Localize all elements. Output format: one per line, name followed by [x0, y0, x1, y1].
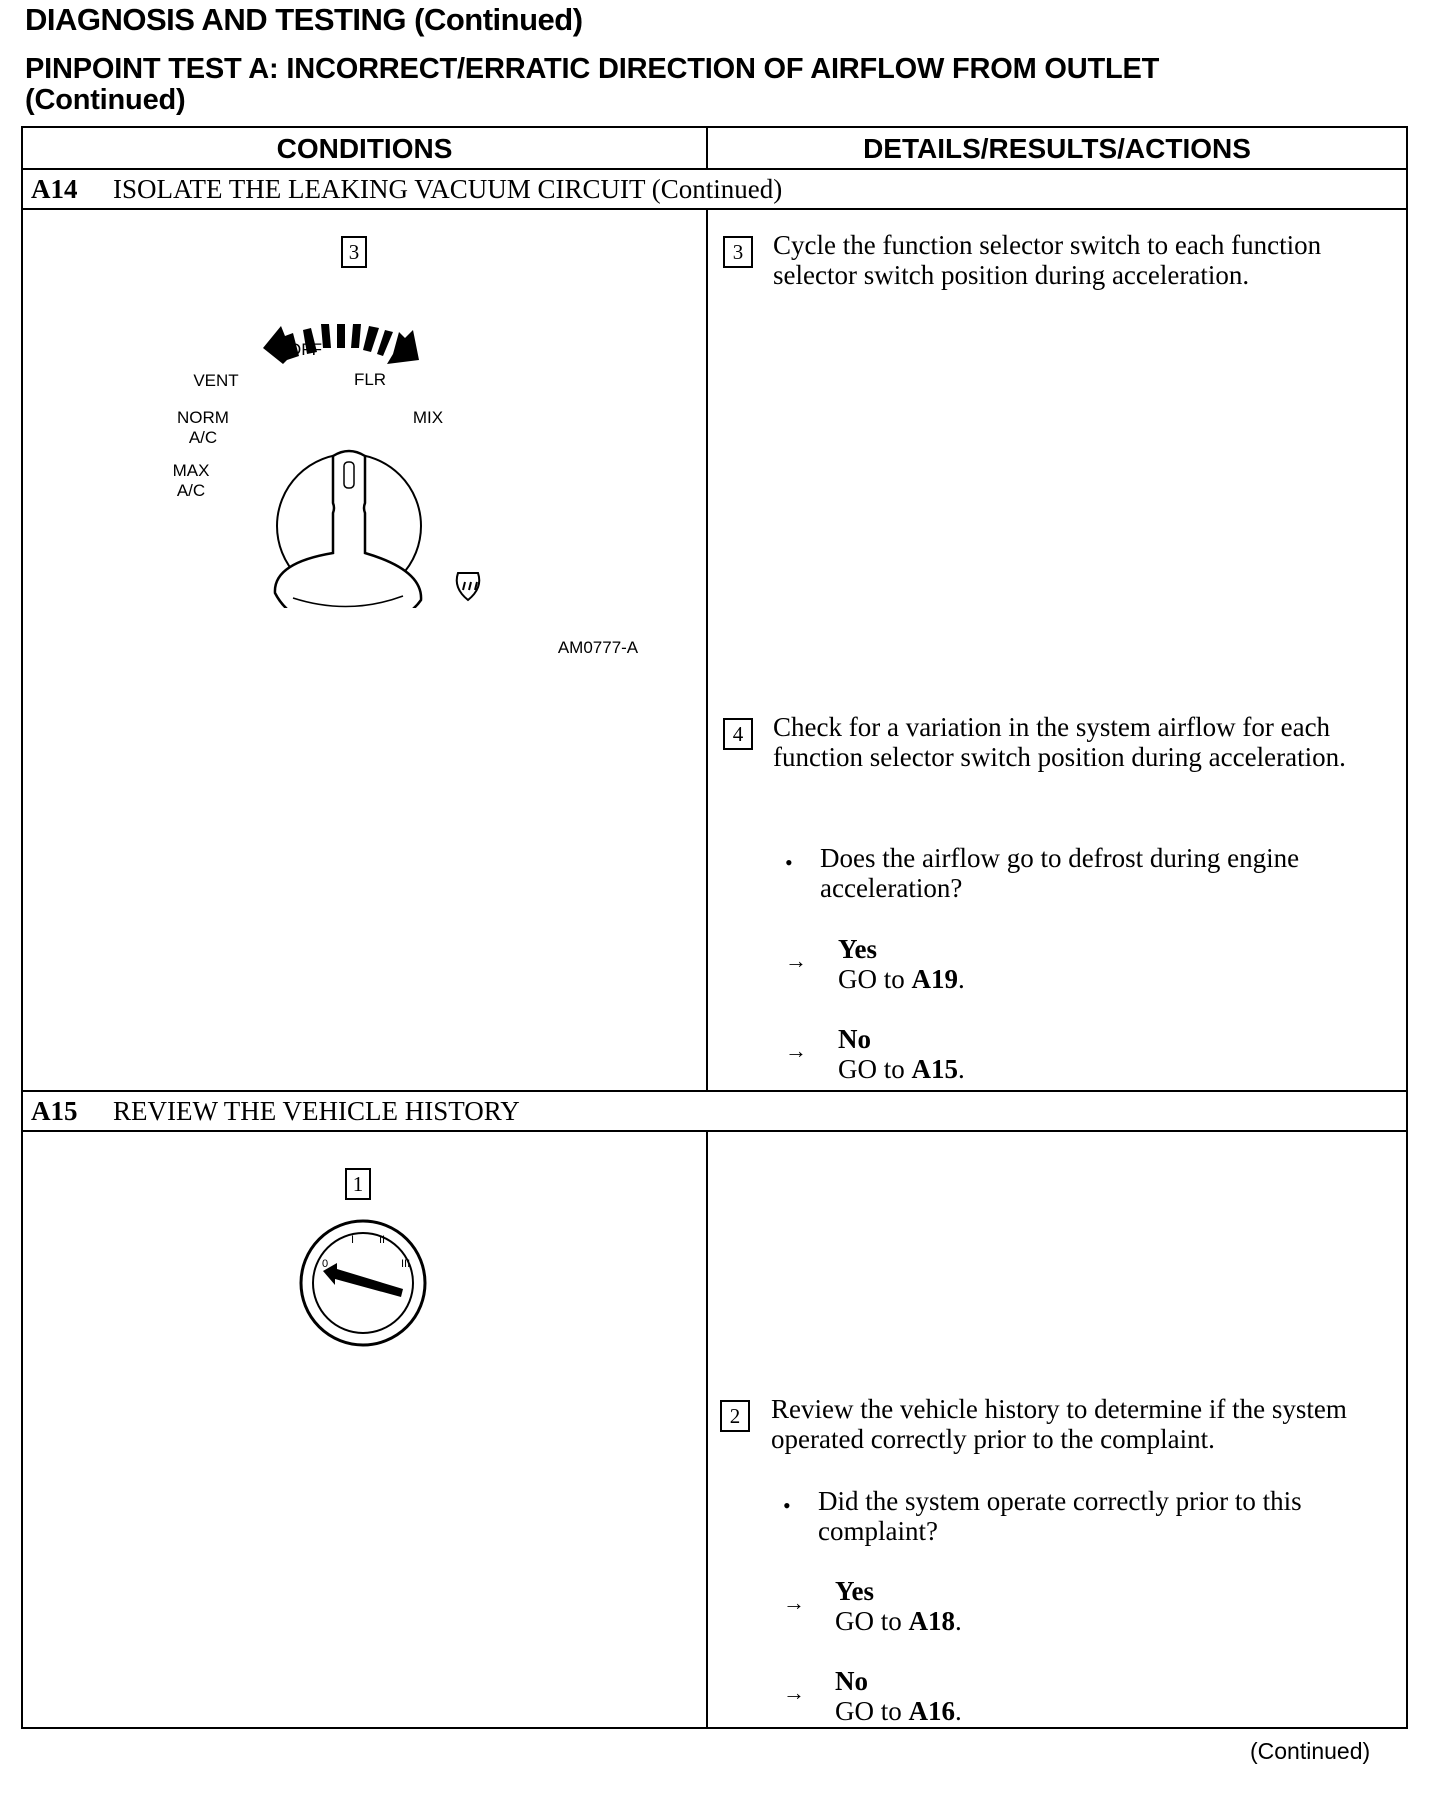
flr-label: FLR: [353, 370, 387, 389]
conditions-column-header: CONDITIONS: [276, 133, 453, 164]
dial-label-2: II: [379, 1234, 386, 1246]
divider: [706, 1130, 708, 1727]
step-title: REVIEW THE VEHICLE HISTORY: [113, 1096, 520, 1126]
bullet: •: [785, 850, 793, 875]
pinpoint-test-table: [21, 126, 1408, 1729]
off-label: OFF: [288, 340, 322, 359]
pinpoint-test-title: PINPOINT TEST A: INCORRECT/ERRATIC DIRECTION OF AIRFLOW FROM OUTLET (Continued): [25, 53, 1160, 116]
arrow-icon: →: [783, 1680, 805, 1705]
mix-label: MIX: [412, 408, 444, 427]
dial-label-3: III: [401, 1258, 411, 1270]
step-id: A14: [31, 174, 78, 204]
vent-label: VENT: [193, 371, 239, 390]
divider: [23, 208, 1406, 210]
answer-no: No GO to A16.: [835, 1666, 962, 1726]
answer-yes: Yes GO to A19.: [838, 934, 965, 994]
step-number-3: 3: [723, 236, 753, 268]
step-2-text: Review the vehicle history to determine if the system operated correctly prior to the complaint.: [771, 1394, 1347, 1454]
step-4-text: Check for a variation in the system airflow for each function selector switch position during acceleration.: [773, 712, 1346, 772]
answer-yes: Yes GO to A18.: [835, 1576, 962, 1636]
arrow-icon: →: [783, 1590, 805, 1615]
arrow-icon: →: [785, 948, 807, 973]
defrost-icon: [457, 573, 480, 600]
divider: [706, 208, 708, 1090]
dial-label-0: 0: [322, 1258, 329, 1270]
step-3-text: Cycle the function selector switch to each function selector switch position during acceleration.: [773, 230, 1322, 290]
arrow-icon: →: [785, 1038, 807, 1063]
step-id: A15: [31, 1096, 78, 1126]
step-2-question: Did the system operate correctly prior to this complaint?: [818, 1486, 1302, 1546]
max-ac-label: MAX A/C: [172, 461, 210, 500]
step-header-a15: [31, 1092, 520, 1128]
step-4-question: Does the airflow go to defrost during engine acceleration?: [820, 843, 1300, 903]
divider: [23, 1130, 1406, 1132]
dial-label-1: I: [351, 1234, 355, 1246]
step-number-4: 4: [723, 718, 753, 750]
norm-ac-label: NORM A/C: [177, 408, 229, 447]
step-number-2: 2: [720, 1400, 750, 1432]
bullet: •: [783, 1493, 791, 1518]
step-title: ISOLATE THE LEAKING VACUUM CIRCUIT (Continued): [113, 174, 783, 204]
answer-no: No GO to A15.: [838, 1024, 965, 1084]
continued-label: (Continued): [1250, 1738, 1371, 1764]
details-column-header: DETAILS/RESULTS/ACTIONS: [863, 133, 1251, 164]
page-title: DIAGNOSIS AND TESTING (Continued): [25, 2, 583, 37]
figure-step-marker: 3: [341, 236, 367, 268]
figure-step-marker: 1: [345, 1168, 371, 1200]
step-header-a14: [31, 170, 782, 206]
divider: [706, 128, 708, 168]
blower-switch-illustration: [293, 1213, 433, 1353]
figure-id: AM0777-A: [557, 638, 639, 657]
